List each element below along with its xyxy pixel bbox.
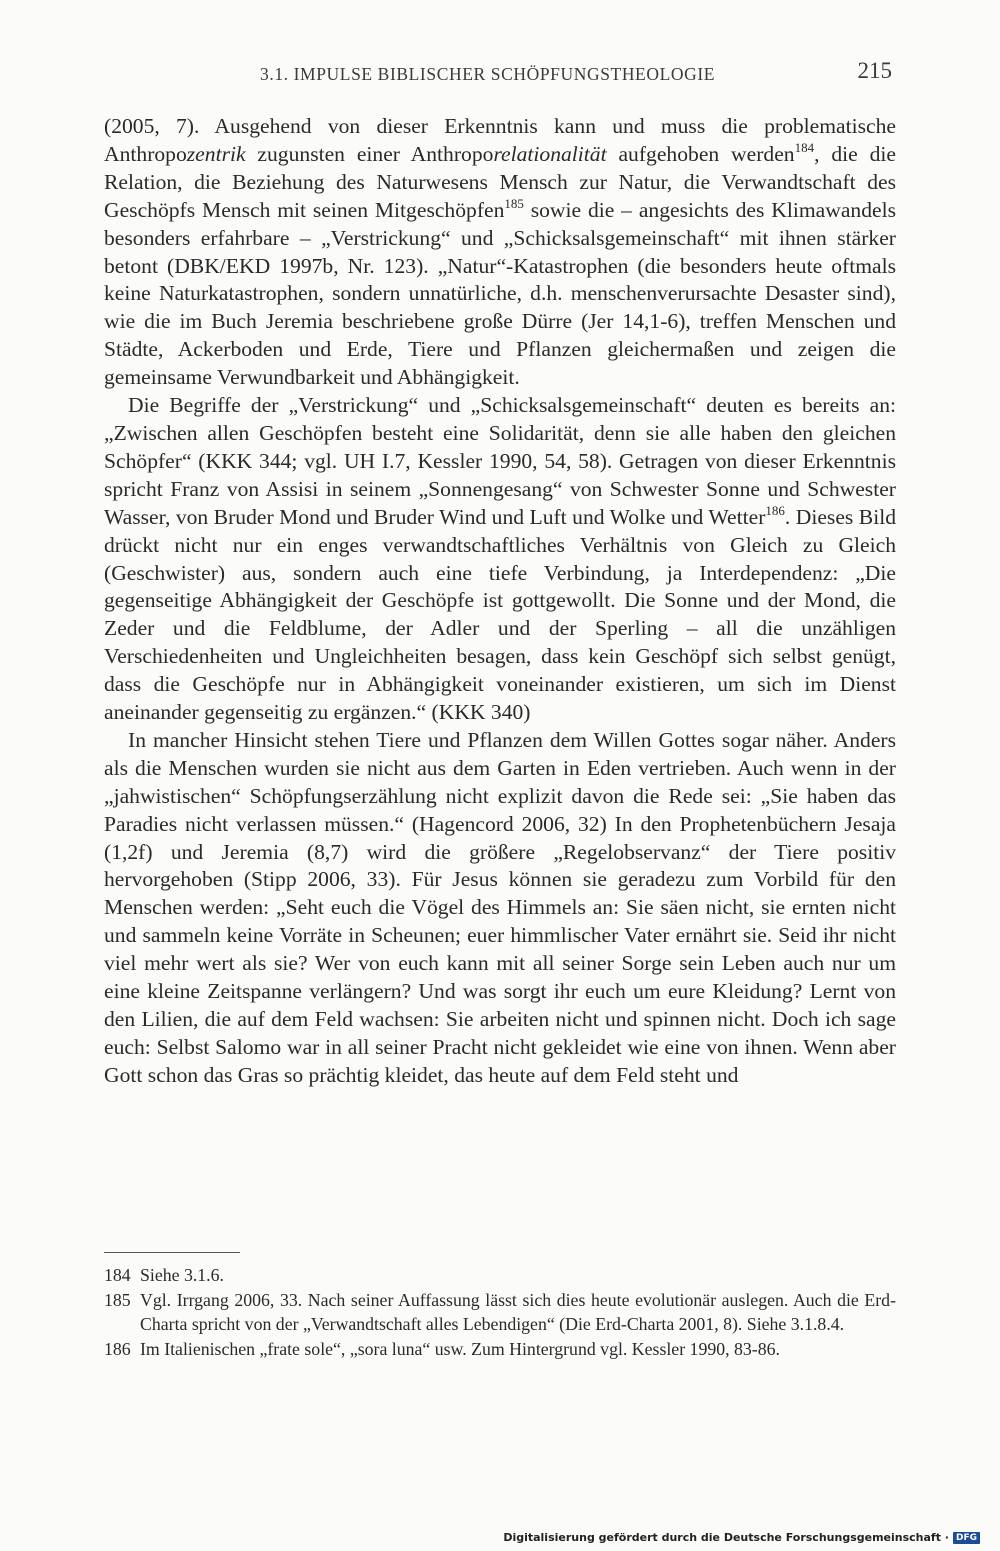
- footnote-text: Siehe 3.1.6.: [140, 1265, 224, 1285]
- footnotes: [104, 1263, 896, 1361]
- footnote-divider: [104, 1252, 240, 1253]
- footnote-number: 186: [104, 1338, 131, 1359]
- footnote-ref-184[interactable]: 184: [794, 139, 815, 155]
- paragraph-2: Die Begriffe der „Verstrickung“ und „Schicksalsgemeinschaft“ deuten es bereits an: „Zwischen allen Geschöpfen besteht eine Solidarität, denn sie alle haben den gleichen Schöpfer“ (KKK 344; vgl. UH I.7, Kessler 1990, 54, 58). Getragen von dieser Erkenntnis spricht Franz von Assisi in seinem „Sonnengesang“ von Schwester Sonne und Schwester Wasser, von Bruder Mond und Bruder Wind und Luft und Wolke und Wetter$^{186}$. Dieses Bild drückt nicht nur ein enges verwandtschaftliches Verhältnis von Gleich zu Gleich (Geschwister) aus, sondern auch eine tiefe Verbindung, ja Interdependenz: „Die gegenseitige Abhängigkeit der Geschöpfe ist gottgewollt. Die Sonne und der Mond, die Zeder und die Feldblume, der Adler und der Sperling – all die unzähligen Verschiedenheiten und Ungleichheiten besagen, dass kein Geschöpf sich selbst genügt, dass die Geschöpfe nur in Abhängigkeit voneinander existieren, um sich im Dienst aneinander gegenseitig zu ergänzen.“ (KKK 340): [104, 393, 896, 725]
- footnote-ref-185[interactable]: 185: [504, 195, 524, 211]
- footnote-185: [104, 1288, 896, 1337]
- paragraph-1: (2005, 7). Ausgehend von dieser Erkenntnis kann und muss die problematische Anthropozentrik zugunsten einer Anthroporelationalität aufgehoben werden$^{184}$, die die Relation, die Beziehung des Naturwesens Mensch zur Natur, die Verwandtschaft des Geschöpfs Mensch mit seinen Mitgeschöpfen$^{185}$ sowie die – angesichts des Klimawandels besonders erfahrbare – „Verstrickung“ und „Schicksalsgemeinschaft“ mit ihnen stärker betont (DBK/EKD 1997b, Nr. 123). „Natur“-Katastrophen (die besonders heute oftmals keine Naturkatastrophen, sondern unnatürliche, d.h. menschenverursachte Desaster sind), wie die im Buch Jeremia beschriebene große Dürre (Jer 14,1-6), treffen Menschen und Städte, Ackerboden und Erde, Tiere und Pflanzen gleichermaßen und zeigen die gemeinsame Verwundbarkeit und Abhängigkeit.: [104, 114, 896, 390]
- page-number: 215: [857, 58, 892, 83]
- paragraph-3: In mancher Hinsicht stehen Tiere und Pflanzen dem Willen Gottes sogar näher. Anders als die Menschen wurden sie nicht aus dem Garten in Eden vertrieben. Auch wenn in der „jahwistischen“ Schöpfungserzählung nicht explizit davon die Rede sei: „Sie haben das Paradies nicht verlassen müssen.“ (Hagencord 2006, 32) In den Prophetenbüchern Jesaja (1,2f) und Jeremia (8,7) wird die größere „Regelobservanz“ der Tiere positiv hervorgehoben (Stipp 2006, 33). Für Jesus können sie geradezu zum Vorbild für den Menschen werden: „Seht euch die Vögel des Himmels an: Sie säen nicht, sie ernten nicht und sammeln keine Vorräte in Scheunen; euer himmlischer Vater ernährt sie. Seid ihr nicht viel mehr wert als sie? Wer von euch kann mit all seiner Sorge sein Leben auch nur um eine kleine Zeitspanne verlängern? Und was sorgt ihr euch um eure Kleidung? Lernt von den Lilien, die auf dem Feld wachsen: Sie arbeiten nicht und spinnen nicht. Doch ich sage euch: Selbst Salomo war in all seiner Pracht nicht gekleidet wie eine von ihnen. Wenn aber Gott schon das Gras so prächtig kleidet, das heute auf dem Feld steht und: [104, 727, 896, 1087]
- footnote-184: [104, 1263, 896, 1288]
- digitization-note-text: Digitalisierung gefördert durch die Deutsche Forschungsgemeinschaft ·: [503, 1531, 949, 1544]
- running-header: [104, 58, 896, 94]
- footnote-number: 185: [104, 1289, 131, 1310]
- footnote-186: [104, 1337, 896, 1362]
- footnote-ref-186[interactable]: 186: [765, 502, 785, 518]
- footnote-text: Im Italienischen „frate sole“, „sora luna“ usw. Zum Hintergrund vgl. Kessler 1990, 83-86.: [140, 1338, 780, 1359]
- running-title: 3.1. IMPULSE BIBLISCHER SCHÖPFUNGSTHEOLOGIE: [260, 64, 716, 84]
- digitization-note: [503, 1531, 980, 1544]
- footnote-number: 184: [104, 1265, 131, 1285]
- body-text: [104, 113, 896, 1090]
- dfg-logo-icon: DFG: [953, 1532, 980, 1544]
- footnote-text: Vgl. Irrgang 2006, 33. Nach seiner Auffassung lässt sich dies heute evolutionär auslegen. Auch die Erd-Charta spricht von der „Verwandtschaft alles Lebendigen“ (Die Erd-Charta 2001, 8). Siehe 3.1.8.4.: [140, 1289, 896, 1334]
